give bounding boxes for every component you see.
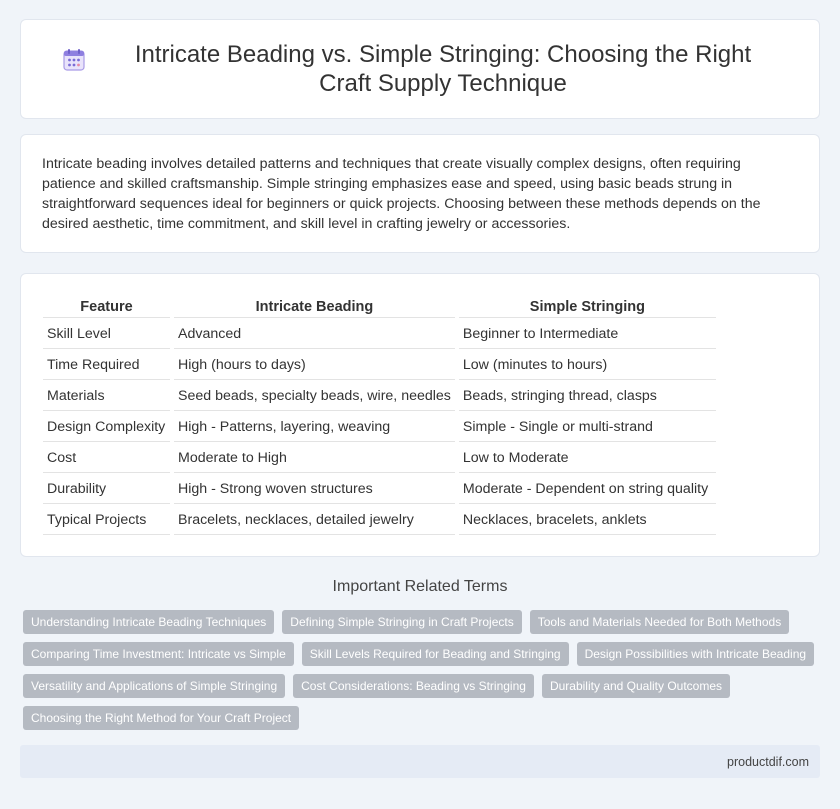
table-cell: Moderate - Dependent on string quality bbox=[459, 475, 716, 504]
comparison-table-card bbox=[20, 273, 820, 557]
table-cell: Necklaces, bracelets, anklets bbox=[459, 506, 716, 535]
footer-site-link[interactable]: productdif.com bbox=[727, 754, 809, 769]
table-row bbox=[43, 382, 716, 411]
table-cell: Durability bbox=[43, 475, 170, 504]
page-title: Intricate Beading vs. Simple Stringing: Choosing the Right Craft Supply Technique bbox=[134, 41, 752, 97]
table-row bbox=[43, 444, 716, 473]
table-row bbox=[43, 506, 716, 535]
footer bbox=[20, 745, 820, 778]
table-cell: Beginner to Intermediate bbox=[459, 320, 716, 349]
related-term-tag[interactable]: Cost Considerations: Beading vs Stringing bbox=[293, 674, 534, 698]
table-cell: Typical Projects bbox=[43, 506, 170, 535]
table-cell: High - Strong woven structures bbox=[174, 475, 455, 504]
related-term-tag[interactable]: Versatility and Applications of Simple Stringing bbox=[23, 674, 285, 698]
table-cell: Materials bbox=[43, 382, 170, 411]
intro-card bbox=[20, 134, 820, 253]
table-cell: High (hours to days) bbox=[174, 351, 455, 380]
table-cell: Bracelets, necklaces, detailed jewelry bbox=[174, 506, 455, 535]
column-header-intricate-beading: Intricate Beading bbox=[174, 298, 455, 318]
related-term-tag[interactable]: Tools and Materials Needed for Both Methods bbox=[530, 610, 789, 634]
related-term-tag[interactable]: Defining Simple Stringing in Craft Projects bbox=[282, 610, 521, 634]
calendar-icon bbox=[61, 47, 87, 73]
table-cell: Design Complexity bbox=[43, 413, 170, 442]
related-term-tag[interactable]: Choosing the Right Method for Your Craft Project bbox=[23, 706, 299, 730]
table-cell: Beads, stringing thread, clasps bbox=[459, 382, 716, 411]
related-term-tag[interactable]: Comparing Time Investment: Intricate vs Simple bbox=[23, 642, 294, 666]
intro-paragraph: Intricate beading involves detailed patterns and techniques that create visually complex designs, often requiring patience and skilled craftsmanship. Simple stringing emphasizes ease and speed, using basic beads strung in straightforward sequences ideal for beginners or quick projects. Choosing between these methods depends on the desired aesthetic, time commitment, and skill level in crafting jewelry or accessories. bbox=[42, 156, 761, 232]
table-cell: Skill Level bbox=[43, 320, 170, 349]
table-row bbox=[43, 413, 716, 442]
table-row bbox=[43, 351, 716, 380]
table-cell: Low (minutes to hours) bbox=[459, 351, 716, 380]
table-cell: Moderate to High bbox=[174, 444, 455, 473]
related-term-tag[interactable]: Design Possibilities with Intricate Beading bbox=[577, 642, 814, 666]
table-cell: Cost bbox=[43, 444, 170, 473]
related-term-tag[interactable]: Durability and Quality Outcomes bbox=[542, 674, 730, 698]
table-header-row bbox=[43, 298, 716, 318]
table-cell: Low to Moderate bbox=[459, 444, 716, 473]
table-cell: Time Required bbox=[43, 351, 170, 380]
table-cell: Seed beads, specialty beads, wire, needles bbox=[174, 382, 455, 411]
related-terms-list bbox=[23, 610, 823, 730]
comparison-table bbox=[39, 296, 720, 537]
related-term-tag[interactable]: Understanding Intricate Beading Techniques bbox=[23, 610, 274, 634]
table-cell: Advanced bbox=[174, 320, 455, 349]
related-terms-heading: Important Related Terms bbox=[332, 578, 508, 595]
column-header-feature: Feature bbox=[43, 298, 170, 318]
title-card bbox=[20, 19, 820, 119]
column-header-simple-stringing: Simple Stringing bbox=[459, 298, 716, 318]
related-term-tag[interactable]: Skill Levels Required for Beading and Stringing bbox=[302, 642, 569, 666]
table-cell: Simple - Single or multi-strand bbox=[459, 413, 716, 442]
title-wrap bbox=[61, 40, 779, 98]
table-row bbox=[43, 320, 716, 349]
table-cell: High - Patterns, layering, weaving bbox=[174, 413, 455, 442]
table-row bbox=[43, 475, 716, 504]
